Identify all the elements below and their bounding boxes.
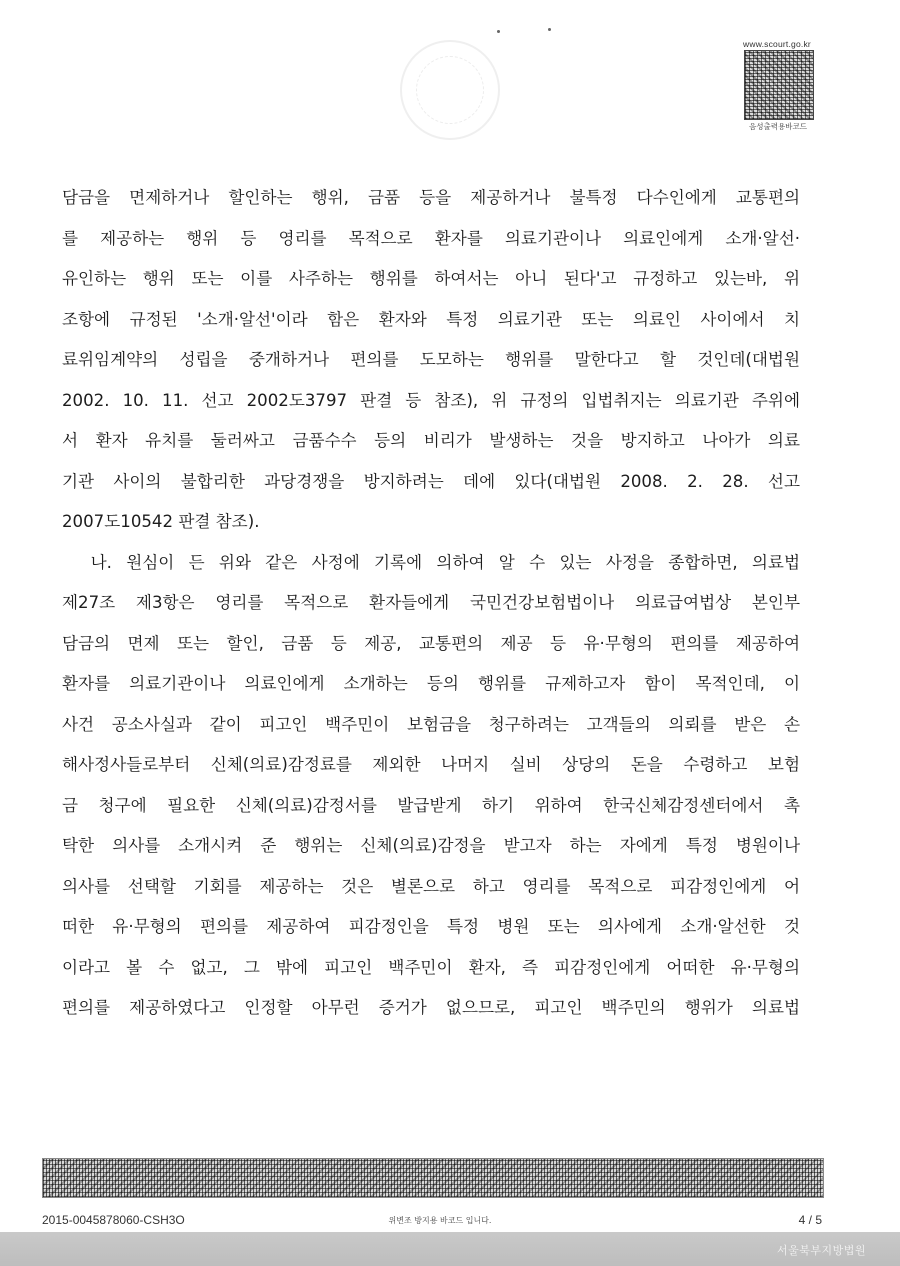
text-line: 의사를 선택할 기회를 제공하는 것은 별론으로 하고 영리를 목적으로 피감정인에게 어 [62, 876, 800, 896]
text-line: 2002. 10. 11. 선고 2002도3797 판결 등 참조), 위 규정의 입법취지는 의료기관 주위에 [62, 390, 800, 410]
document-code: 2015-0045878060-CSH3O [42, 1213, 185, 1227]
text-line: 조항에 규정된 '소개·알선'이라 함은 환자와 특정 의료기관 또는 의료인 사이에서 치 [62, 309, 800, 329]
court-seal-watermark [400, 40, 500, 140]
court-name: 서울북부지방법원 [776, 1244, 866, 1257]
text-line: 환자를 의료기관이나 의료인에게 소개하는 등의 행위를 규제하고자 함이 목적인데, 이 [62, 674, 800, 693]
page-number: 4 / 5 [798, 1213, 822, 1227]
text-line: 떠한 유·무형의 편의를 제공하여 피감정인을 특정 병원 또는 의사에게 소개·알선한 것 [62, 917, 800, 936]
anti-forgery-barcode-icon [42, 1158, 824, 1198]
text-line: 편의를 제공하였다고 인정할 아무런 증거가 없으므로, 피고인 백주민의 행위가 의료법 [62, 998, 800, 1017]
text-line: 서 환자 유치를 둘러싸고 금품수수 등의 비리가 발생하는 것을 방지하고 나아가 의료 [62, 431, 800, 450]
text-line: 금 청구에 필요한 신체(의료)감정서를 발급받게 하기 위하여 한국신체감정센터에서 촉 [62, 795, 800, 815]
verification-barcode-icon [744, 50, 814, 120]
text-line: 2007도10542 판결 참조). [62, 512, 260, 531]
barcode-caption: 음성출력용바코드 [749, 122, 807, 131]
scan-speck [548, 28, 551, 31]
text-line: 담금을 면제하거나 할인하는 행위, 금품 등을 제공하거나 불특정 다수인에게 교통편의 [62, 188, 800, 207]
text-line: 이라고 볼 수 없고, 그 밖에 피고인 백주민이 환자, 즉 피감정인에게 어떠한 유·무형의 [62, 957, 800, 977]
text-line: 나. 원심이 든 위와 같은 사정에 기록에 의하여 알 수 있는 사정을 종합하면, 의료법 [62, 552, 800, 572]
scan-speck [497, 30, 500, 33]
text-line: 해사정사들로부터 신체(의료)감정료를 제외한 나머지 실비 상당의 돈을 수령하고 보험 [62, 755, 800, 774]
text-line: 담금의 면제 또는 할인, 금품 등 제공, 교통편의 제공 등 유·무형의 편의를 제공하여 [62, 633, 800, 653]
text-line: 기관 사이의 불합리한 과당경쟁을 방지하려는 데에 있다(대법원 2008. 2. 28. 선고 [62, 471, 800, 491]
text-line: 탁한 의사를 소개시켜 준 행위는 신체(의료)감정을 받고자 하는 자에게 특정 병원이나 [62, 836, 800, 855]
judgment-body-text [62, 178, 800, 1029]
text-line: 를 제공하는 행위 등 영리를 목적으로 환자를 의료기관이나 의료인에게 소개·알선· [62, 228, 800, 248]
text-line: 사건 공소사실과 같이 피고인 백주민이 보험금을 청구하려는 고객들의 의뢰를 받은 손 [62, 714, 800, 734]
text-line: 제27조 제3항은 영리를 목적으로 환자들에게 국민건강보험법이나 의료급여법상 본인부 [62, 593, 800, 612]
text-line: 료위임계약의 성립을 중개하거나 편의를 도모하는 행위를 말한다고 할 것인데(대법원 [62, 350, 800, 369]
site-url: www.scourt.go.kr [743, 39, 811, 49]
text-line: 유인하는 행위 또는 이를 사주하는 행위를 하여서는 아니 된다'고 규정하고 있는바, 위 [62, 269, 800, 288]
barcode-note: 위변조 방지용 바코드 입니다. [388, 1216, 492, 1225]
footer-band [0, 1232, 900, 1266]
